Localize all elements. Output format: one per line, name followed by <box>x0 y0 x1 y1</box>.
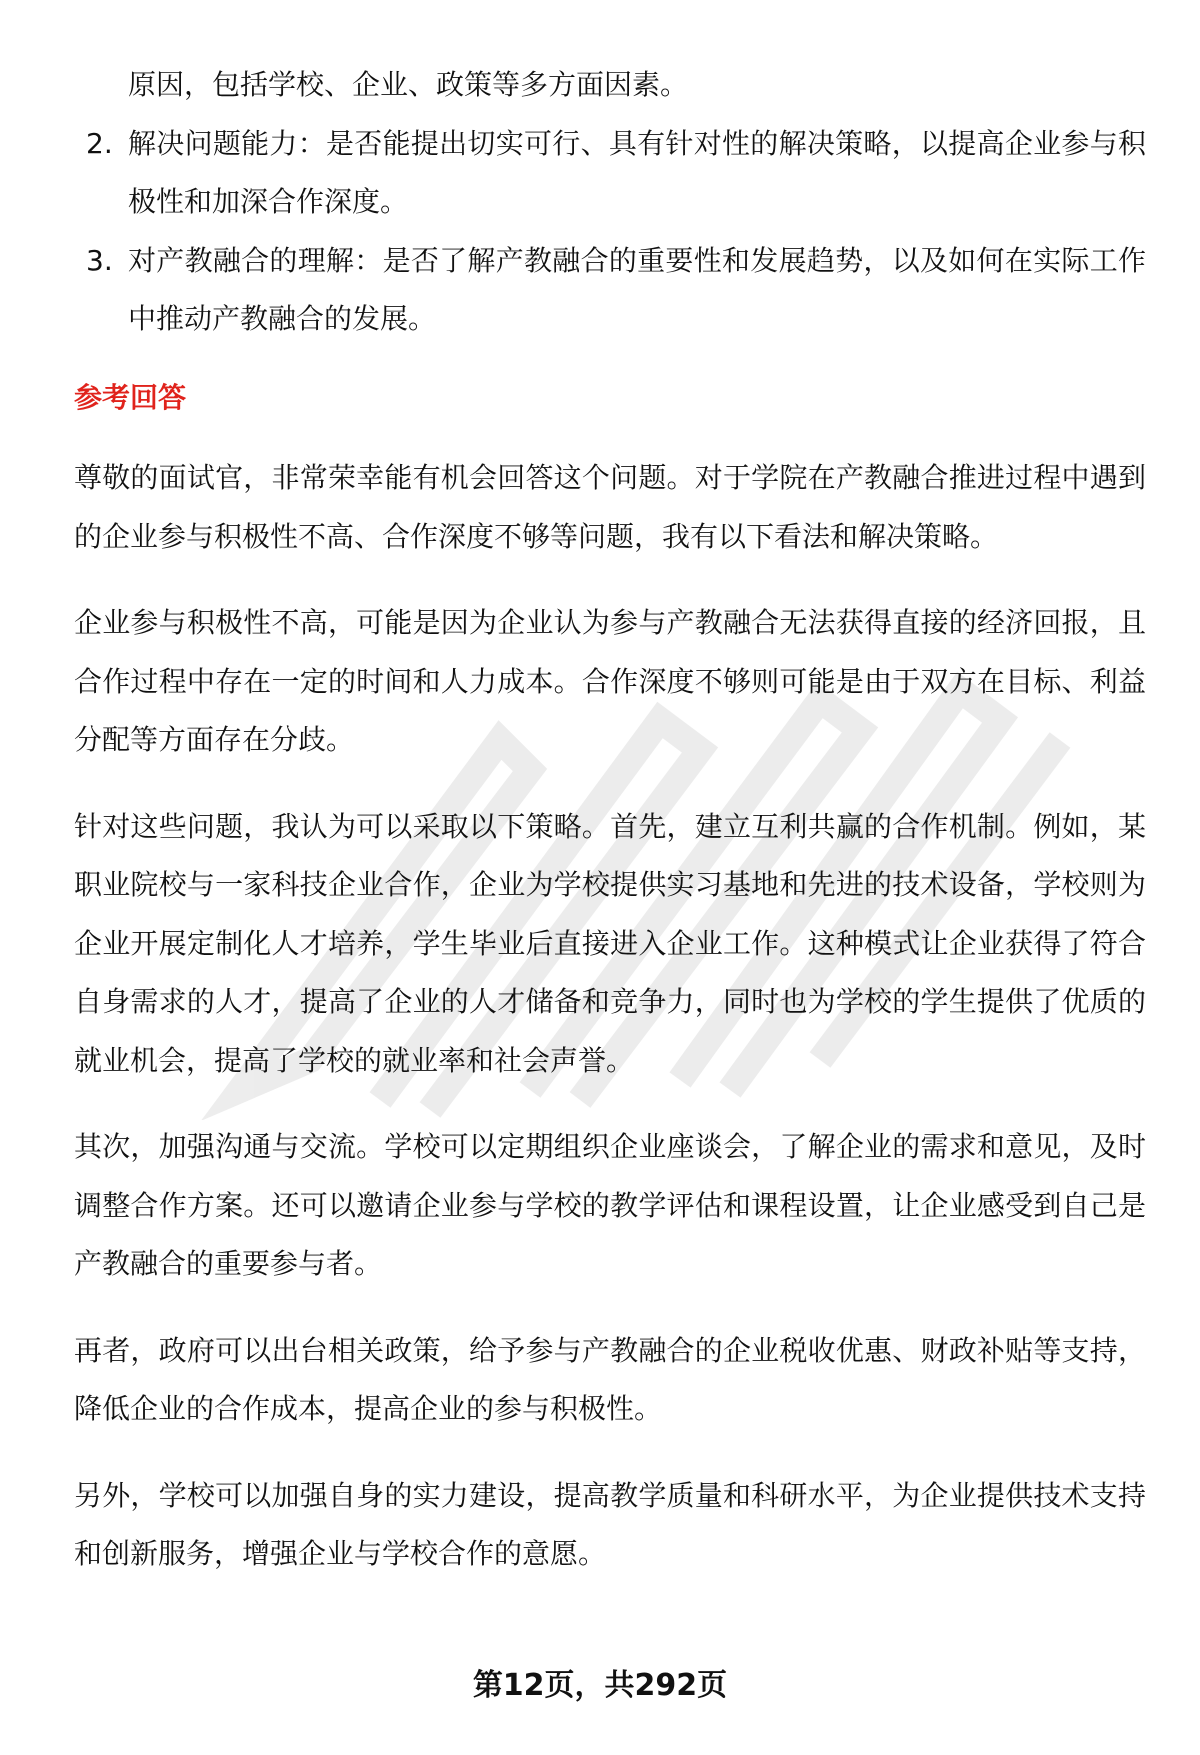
document-page <box>74 56 1146 1612</box>
page-number-footer: 第12页，共292页 <box>472 1668 728 1703</box>
evaluation-criteria-list <box>74 115 1146 349</box>
list-item-number: 2. <box>86 126 113 160</box>
answer-paragraph: 再者，政府可以出台相关政策，给予参与产教融合的企业税收优惠、财政补贴等支持，降低企业的合作成本，提高企业的参与积极性。 <box>74 1333 1146 1425</box>
answer-paragraph: 另外，学校可以加强自身的实力建设，提高教学质量和科研水平，为企业提供技术支持和创新服务，增强企业与学校合作的意愿。 <box>74 1478 1146 1570</box>
list-item-text: 解决问题能力：是否能提出切实可行、具有针对性的解决策略，以提高企业参与积极性和加深合作深度。 <box>128 126 1146 218</box>
list-item-text: 对产教融合的理解：是否了解产教融合的重要性和发展趋势，以及如何在实际工作中推动产教融合的发展。 <box>128 243 1146 335</box>
list-item <box>74 115 1146 232</box>
answer-paragraph: 针对这些问题，我认为可以采取以下策略。首先，建立互利共赢的合作机制。例如，某职业院校与一家科技企业合作，企业为学校提供实习基地和先进的技术设备，学校则为企业开展定制化人才培养，学生毕业后直接进入企业工作。这种模式让企业获得了符合自身需求的人才，提高了企业的人才储备和竞争力，同时也为学校的学生提供了优质的就业机会，提高了学校的就业率和社会声誉。 <box>74 809 1146 1077</box>
answer-paragraph: 企业参与积极性不高，可能是因为企业认为参与产教融合无法获得直接的经济回报，且合作过程中存在一定的时间和人力成本。合作深度不够则可能是由于双方在目标、利益分配等方面存在分歧。 <box>74 606 1146 756</box>
answer-paragraph: 其次，加强沟通与交流。学校可以定期组织企业座谈会，了解企业的需求和意见，及时调整合作方案。还可以邀请企业参与学校的教学评估和课程设置，让企业感受到自己是产教融合的重要参与者。 <box>74 1130 1146 1280</box>
intro-continuation: 原因，包括学校、企业、政策等多方面因素。 <box>128 68 689 101</box>
answer-heading: 参考回答 <box>74 380 187 414</box>
answer-paragraph: 尊敬的面试官，非常荣幸能有机会回答这个问题。对于学院在产教融合推进过程中遇到的企业参与积极性不高、合作深度不够等问题，我有以下看法和解决策略。 <box>74 461 1146 553</box>
list-item <box>74 232 1146 349</box>
list-item-number: 3. <box>86 243 113 277</box>
